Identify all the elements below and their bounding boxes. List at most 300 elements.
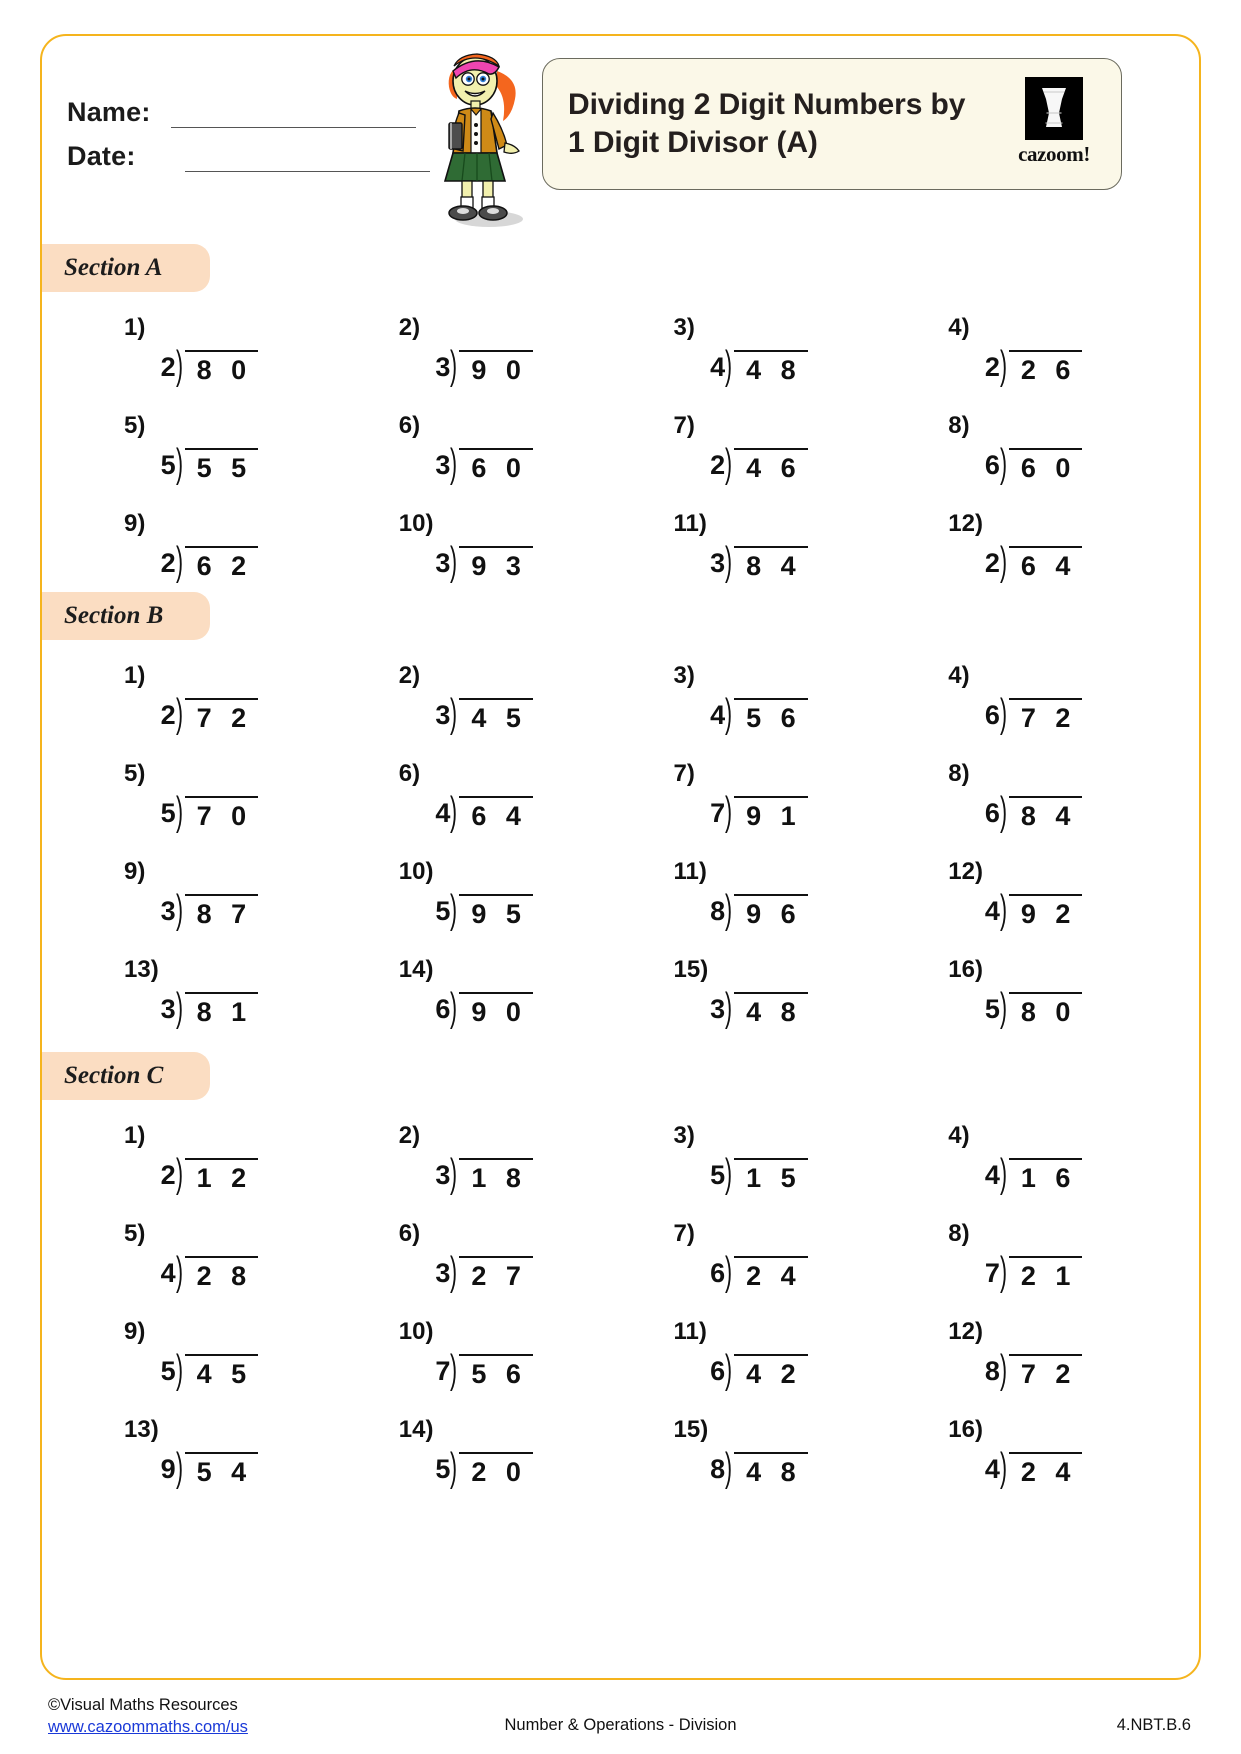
long-division-expression xyxy=(82,441,357,487)
division-bracket-icon xyxy=(450,343,533,389)
bracket-arc-glyph: ) xyxy=(450,1445,458,1491)
dividend-value: 5 5 xyxy=(185,448,259,484)
problem-cell[interactable] xyxy=(906,310,1181,408)
problem-cell[interactable] xyxy=(632,408,907,506)
divisor-value: 2 xyxy=(984,548,1000,578)
problem-number: 9) xyxy=(124,1318,146,1345)
problem-number: 12) xyxy=(948,858,983,885)
problem-cell[interactable] xyxy=(357,408,632,506)
dividend-value: 9 0 xyxy=(459,992,533,1028)
division-bracket-group xyxy=(435,789,533,835)
problem-number: 2) xyxy=(398,662,421,689)
division-bracket-group xyxy=(435,985,533,1031)
division-bracket-icon xyxy=(450,691,533,737)
dividend-value: 2 1 xyxy=(1009,1256,1083,1292)
division-bracket-icon xyxy=(175,1151,259,1197)
problem-number: 11) xyxy=(673,1318,707,1345)
footer-standard-code: 4.NBT.B.6 xyxy=(1116,1716,1191,1734)
divisor-value: 6 xyxy=(435,994,451,1024)
divisor-value: 3 xyxy=(160,896,176,926)
problem-cell[interactable] xyxy=(82,1216,357,1314)
bracket-arc-glyph: ) xyxy=(999,691,1007,737)
division-bracket-icon xyxy=(450,1445,533,1491)
division-bracket-group xyxy=(710,1445,808,1491)
problem-number: 12) xyxy=(948,510,983,537)
divisor-value: 3 xyxy=(435,700,451,730)
dividend-value: 4 8 xyxy=(734,1452,808,1488)
problem-number: 1) xyxy=(124,662,146,689)
divisor-value: 6 xyxy=(710,1356,726,1386)
division-bracket-group xyxy=(984,441,1083,487)
divisor-value: 2 xyxy=(160,700,176,730)
long-division-expression xyxy=(82,1347,357,1393)
problem-cell[interactable] xyxy=(632,952,907,1050)
section-label: Section B xyxy=(64,602,164,629)
long-division-expression xyxy=(906,1347,1181,1393)
division-bracket-group xyxy=(710,1347,808,1393)
divisor-value: 4 xyxy=(160,1258,176,1288)
bracket-arc-glyph: ) xyxy=(450,1249,458,1295)
problem-number: 8) xyxy=(948,412,970,439)
bracket-arc-glyph: ) xyxy=(450,985,458,1031)
problem-cell[interactable] xyxy=(357,952,632,1050)
division-bracket-icon xyxy=(175,887,259,933)
division-bracket-group xyxy=(984,1347,1083,1393)
bracket-arc-glyph: ) xyxy=(725,1249,733,1295)
footer-topic: Number & Operations - Division xyxy=(504,1716,737,1734)
bracket-arc-glyph: ) xyxy=(725,1151,733,1197)
division-bracket-group xyxy=(984,1151,1083,1197)
division-bracket-group xyxy=(984,539,1083,585)
problem-cell[interactable] xyxy=(357,310,632,408)
long-division-expression xyxy=(632,343,907,389)
problem-cell[interactable] xyxy=(82,658,357,756)
date-input-line[interactable] xyxy=(185,141,430,172)
division-bracket-group xyxy=(435,1151,533,1197)
long-division-expression xyxy=(82,691,357,737)
divisor-value: 3 xyxy=(160,994,176,1024)
divisor-value: 8 xyxy=(710,896,726,926)
division-bracket-group xyxy=(710,343,808,389)
problem-cell[interactable] xyxy=(82,310,357,408)
division-bracket-group xyxy=(160,539,259,585)
problem-cell[interactable] xyxy=(82,408,357,506)
bracket-arc-glyph: ) xyxy=(450,1347,458,1393)
problem-number: 14) xyxy=(398,956,434,983)
dividend-value: 6 2 xyxy=(185,546,259,582)
divisor-value: 4 xyxy=(984,1454,1000,1484)
bracket-arc-glyph: ) xyxy=(450,1151,458,1197)
name-label: Name: xyxy=(67,97,151,127)
dividend-value: 7 2 xyxy=(1009,698,1083,734)
long-division-expression xyxy=(906,441,1181,487)
dividend-value: 5 6 xyxy=(459,1354,533,1390)
division-bracket-group xyxy=(435,887,533,933)
problem-number: 5) xyxy=(124,412,146,439)
problem-number: 7) xyxy=(673,412,695,439)
problem-cell[interactable] xyxy=(82,952,357,1050)
division-bracket-group xyxy=(160,691,259,737)
divisor-value: 5 xyxy=(984,994,1000,1024)
division-bracket-icon xyxy=(999,1445,1083,1491)
dividend-value: 5 6 xyxy=(734,698,808,734)
divisor-value: 7 xyxy=(984,1258,1000,1288)
divisor-value: 6 xyxy=(984,450,1000,480)
bracket-arc-glyph: ) xyxy=(175,343,183,389)
dividend-value: 6 0 xyxy=(459,448,533,484)
dividend-value: 1 6 xyxy=(1009,1158,1083,1194)
long-division-expression xyxy=(906,1151,1181,1197)
long-division-expression xyxy=(632,539,907,585)
division-bracket-icon xyxy=(450,985,533,1031)
division-bracket-group xyxy=(435,691,533,737)
division-bracket-group xyxy=(984,1249,1083,1295)
bracket-arc-glyph: ) xyxy=(450,691,458,737)
section-label: Section A xyxy=(64,254,163,281)
bracket-arc-glyph: ) xyxy=(175,1445,183,1491)
long-division-expression xyxy=(632,691,907,737)
problem-number: 10) xyxy=(398,1318,434,1345)
name-row xyxy=(67,84,430,128)
division-bracket-icon xyxy=(450,441,533,487)
division-bracket-group xyxy=(435,539,533,585)
division-bracket-group xyxy=(160,789,259,835)
long-division-expression xyxy=(357,887,632,933)
problem-cell[interactable] xyxy=(357,1412,632,1510)
long-division-expression xyxy=(632,1445,907,1491)
divisor-value: 4 xyxy=(984,1160,1000,1190)
divisor-value: 5 xyxy=(160,798,176,828)
bracket-arc-glyph: ) xyxy=(999,887,1007,933)
division-bracket-group xyxy=(984,1445,1083,1491)
long-division-expression xyxy=(82,887,357,933)
dividend-value: 2 7 xyxy=(459,1256,533,1292)
divisor-value: 4 xyxy=(710,352,726,382)
problem-number: 3) xyxy=(673,314,695,341)
worksheet-page xyxy=(40,34,1201,1680)
bracket-arc-glyph: ) xyxy=(999,985,1007,1031)
division-bracket-group xyxy=(160,887,259,933)
divisor-value: 6 xyxy=(984,700,1000,730)
division-bracket-icon xyxy=(725,343,808,389)
bracket-arc-glyph: ) xyxy=(725,985,733,1031)
problem-cell[interactable] xyxy=(82,1314,357,1412)
long-division-expression xyxy=(82,1445,357,1491)
divisor-value: 5 xyxy=(160,1356,176,1386)
problem-number: 16) xyxy=(948,956,983,983)
division-bracket-icon xyxy=(725,1445,808,1491)
dividend-value: 2 0 xyxy=(459,1452,533,1488)
problem-number: 13) xyxy=(124,1416,159,1443)
divisor-value: 3 xyxy=(435,1258,451,1288)
divisor-value: 5 xyxy=(435,1454,451,1484)
dividend-value: 8 4 xyxy=(1009,796,1083,832)
division-bracket-icon xyxy=(725,789,808,835)
division-bracket-icon xyxy=(175,343,259,389)
division-bracket-icon xyxy=(450,1249,533,1295)
division-bracket-group xyxy=(984,343,1083,389)
dividend-value: 8 0 xyxy=(185,350,259,386)
bracket-arc-glyph: ) xyxy=(999,441,1007,487)
problem-cell[interactable] xyxy=(906,658,1181,756)
division-bracket-icon xyxy=(175,539,259,585)
dividend-value: 5 4 xyxy=(185,1452,259,1488)
long-division-expression xyxy=(906,539,1181,585)
problem-number: 8) xyxy=(948,1220,970,1247)
problem-cell[interactable] xyxy=(82,1412,357,1510)
bracket-arc-glyph: ) xyxy=(175,985,183,1031)
division-bracket-group xyxy=(160,343,259,389)
division-bracket-icon xyxy=(999,1347,1083,1393)
problem-number: 16) xyxy=(948,1416,983,1443)
dividend-value: 2 6 xyxy=(1009,350,1083,386)
long-division-expression xyxy=(632,1249,907,1295)
problem-cell[interactable] xyxy=(906,854,1181,952)
division-bracket-icon xyxy=(175,789,259,835)
divisor-value: 5 xyxy=(435,896,451,926)
dividend-value: 8 4 xyxy=(734,546,808,582)
bracket-arc-glyph: ) xyxy=(725,887,733,933)
dividend-value: 8 7 xyxy=(185,894,259,930)
problem-number: 1) xyxy=(124,314,146,341)
bracket-arc-glyph: ) xyxy=(450,343,458,389)
problem-cell[interactable] xyxy=(906,756,1181,854)
long-division-expression xyxy=(82,343,357,389)
problem-cell[interactable] xyxy=(357,658,632,756)
division-bracket-icon xyxy=(175,985,259,1031)
problem-number: 5) xyxy=(124,1220,146,1247)
bracket-arc-glyph: ) xyxy=(725,441,733,487)
long-division-expression xyxy=(632,441,907,487)
long-division-expression xyxy=(357,1347,632,1393)
name-date-block xyxy=(67,84,430,172)
bracket-arc-glyph: ) xyxy=(725,343,733,389)
bracket-arc-glyph: ) xyxy=(175,539,183,585)
long-division-expression xyxy=(632,1151,907,1197)
division-bracket-icon xyxy=(999,887,1083,933)
problem-cell[interactable] xyxy=(357,1216,632,1314)
long-division-expression xyxy=(357,1249,632,1295)
division-bracket-group xyxy=(160,985,259,1031)
long-division-expression xyxy=(906,887,1181,933)
division-bracket-icon xyxy=(725,539,808,585)
problem-number: 11) xyxy=(673,858,707,885)
division-bracket-icon xyxy=(175,1249,259,1295)
problem-number: 2) xyxy=(398,1122,421,1149)
problem-cell[interactable] xyxy=(357,756,632,854)
divisor-value: 6 xyxy=(710,1258,726,1288)
dividend-value: 6 4 xyxy=(1009,546,1083,582)
problem-cell[interactable] xyxy=(632,1314,907,1412)
bracket-arc-glyph: ) xyxy=(725,1445,733,1491)
section-c xyxy=(42,1052,1199,1510)
division-bracket-group xyxy=(710,1151,808,1197)
date-row xyxy=(67,128,430,172)
cazoom-wordmark: cazoom! xyxy=(1018,142,1090,166)
division-bracket-icon xyxy=(450,1347,533,1393)
problem-grid xyxy=(42,1118,1199,1510)
division-bracket-icon xyxy=(725,985,808,1031)
bracket-arc-glyph: ) xyxy=(175,441,183,487)
division-bracket-icon xyxy=(725,691,808,737)
problem-cell[interactable] xyxy=(632,1216,907,1314)
long-division-expression xyxy=(357,985,632,1031)
long-division-expression xyxy=(357,343,632,389)
division-bracket-icon xyxy=(999,789,1083,835)
dividend-value: 9 6 xyxy=(734,894,808,930)
problem-number: 6) xyxy=(398,760,421,787)
problem-number: 15) xyxy=(673,1416,709,1443)
problem-cell[interactable] xyxy=(82,506,357,604)
dividend-value: 1 2 xyxy=(185,1158,259,1194)
bracket-arc-glyph: ) xyxy=(999,1151,1007,1197)
problem-number: 2) xyxy=(398,314,421,341)
divisor-value: 3 xyxy=(710,994,726,1024)
long-division-expression xyxy=(357,441,632,487)
bracket-arc-glyph: ) xyxy=(999,1249,1007,1295)
long-division-expression xyxy=(906,691,1181,737)
problem-cell[interactable] xyxy=(357,506,632,604)
division-bracket-icon xyxy=(450,789,533,835)
division-bracket-group xyxy=(710,539,808,585)
problem-number: 4) xyxy=(948,1122,970,1149)
problem-cell[interactable] xyxy=(632,854,907,952)
divisor-value: 2 xyxy=(984,352,1000,382)
problem-cell[interactable] xyxy=(632,1412,907,1510)
division-bracket-icon xyxy=(999,1151,1083,1197)
problem-cell[interactable] xyxy=(906,1412,1181,1510)
divisor-value: 3 xyxy=(435,450,451,480)
dividend-value: 9 3 xyxy=(459,546,533,582)
problem-cell[interactable] xyxy=(632,310,907,408)
dividend-value: 6 4 xyxy=(459,796,533,832)
bracket-arc-glyph: ) xyxy=(175,1347,183,1393)
problem-number: 10) xyxy=(398,510,434,537)
long-division-expression xyxy=(632,887,907,933)
problem-number: 6) xyxy=(398,1220,421,1247)
division-bracket-icon xyxy=(725,1249,808,1295)
divisor-value: 8 xyxy=(984,1356,1000,1386)
division-bracket-group xyxy=(160,441,259,487)
problem-cell[interactable] xyxy=(357,1118,632,1216)
dividend-value: 6 0 xyxy=(1009,448,1083,484)
problem-cell[interactable] xyxy=(82,1118,357,1216)
division-bracket-icon xyxy=(175,1347,259,1393)
bracket-arc-glyph: ) xyxy=(999,1445,1007,1491)
section-a xyxy=(42,244,1199,604)
problem-cell[interactable] xyxy=(357,854,632,952)
bracket-arc-glyph: ) xyxy=(725,539,733,585)
divisor-value: 9 xyxy=(160,1454,176,1484)
worksheet-header xyxy=(42,36,1199,226)
divisor-value: 8 xyxy=(710,1454,726,1484)
problem-number: 9) xyxy=(124,510,146,537)
bracket-arc-glyph: ) xyxy=(999,1347,1007,1393)
divisor-value: 7 xyxy=(710,798,726,828)
dividend-value: 2 4 xyxy=(734,1256,808,1292)
long-division-expression xyxy=(357,691,632,737)
problem-cell[interactable] xyxy=(632,658,907,756)
name-input-line[interactable] xyxy=(171,97,416,128)
date-label: Date: xyxy=(67,141,136,171)
bracket-arc-glyph: ) xyxy=(175,887,183,933)
divisor-value: 2 xyxy=(710,450,726,480)
divisor-value: 5 xyxy=(710,1160,726,1190)
cazoom-logo xyxy=(1007,77,1101,173)
problem-number: 8) xyxy=(948,760,970,787)
dividend-value: 7 2 xyxy=(1009,1354,1083,1390)
problem-number: 4) xyxy=(948,662,970,689)
dividend-value: 9 1 xyxy=(734,796,808,832)
division-bracket-group xyxy=(710,1249,808,1295)
divisor-value: 7 xyxy=(435,1356,451,1386)
division-bracket-icon xyxy=(725,1347,808,1393)
title-box xyxy=(542,58,1122,190)
dividend-value: 9 2 xyxy=(1009,894,1083,930)
problem-cell[interactable] xyxy=(906,506,1181,604)
problem-cell[interactable] xyxy=(632,756,907,854)
problem-number: 15) xyxy=(673,956,709,983)
divisor-value: 2 xyxy=(160,1160,176,1190)
long-division-expression xyxy=(632,1347,907,1393)
dividend-value: 7 0 xyxy=(185,796,259,832)
problem-cell[interactable] xyxy=(82,756,357,854)
section-b xyxy=(42,592,1199,1050)
problem-number: 6) xyxy=(398,412,421,439)
problem-cell[interactable] xyxy=(906,1216,1181,1314)
drum-icon xyxy=(1025,77,1083,140)
problem-cell[interactable] xyxy=(357,1314,632,1412)
problem-number: 10) xyxy=(398,858,434,885)
bracket-arc-glyph: ) xyxy=(175,1151,183,1197)
long-division-expression xyxy=(632,789,907,835)
division-bracket-group xyxy=(710,887,808,933)
website-link[interactable]: www.cazoommaths.com/us xyxy=(48,1718,248,1737)
division-bracket-group xyxy=(984,691,1083,737)
bracket-arc-glyph: ) xyxy=(175,789,183,835)
bracket-arc-glyph: ) xyxy=(450,539,458,585)
problem-cell[interactable] xyxy=(906,408,1181,506)
problem-cell[interactable] xyxy=(632,1118,907,1216)
problem-cell[interactable] xyxy=(906,1118,1181,1216)
problem-cell[interactable] xyxy=(632,506,907,604)
long-division-expression xyxy=(357,1445,632,1491)
long-division-expression xyxy=(82,1249,357,1295)
problem-cell[interactable] xyxy=(906,952,1181,1050)
page-title: Dividing 2 Digit Numbers by 1 Digit Divisor (A) xyxy=(568,87,966,159)
division-bracket-group xyxy=(984,887,1083,933)
problem-cell[interactable] xyxy=(906,1314,1181,1412)
long-division-expression xyxy=(906,343,1181,389)
long-division-expression xyxy=(906,1249,1181,1295)
problem-number: 3) xyxy=(673,662,695,689)
dividend-value: 4 8 xyxy=(734,992,808,1028)
long-division-expression xyxy=(906,789,1181,835)
section-label: Section C xyxy=(64,1062,164,1089)
division-bracket-group xyxy=(160,1151,259,1197)
dividend-value: 4 5 xyxy=(459,698,533,734)
divisor-value: 2 xyxy=(160,548,176,578)
long-division-expression xyxy=(357,789,632,835)
problem-cell[interactable] xyxy=(82,854,357,952)
bracket-arc-glyph: ) xyxy=(725,789,733,835)
section-tab xyxy=(42,592,210,640)
division-bracket-icon xyxy=(175,1445,259,1491)
bracket-arc-glyph: ) xyxy=(999,789,1007,835)
dividend-value: 4 6 xyxy=(734,448,808,484)
problem-number: 14) xyxy=(398,1416,434,1443)
divisor-value: 6 xyxy=(984,798,1000,828)
